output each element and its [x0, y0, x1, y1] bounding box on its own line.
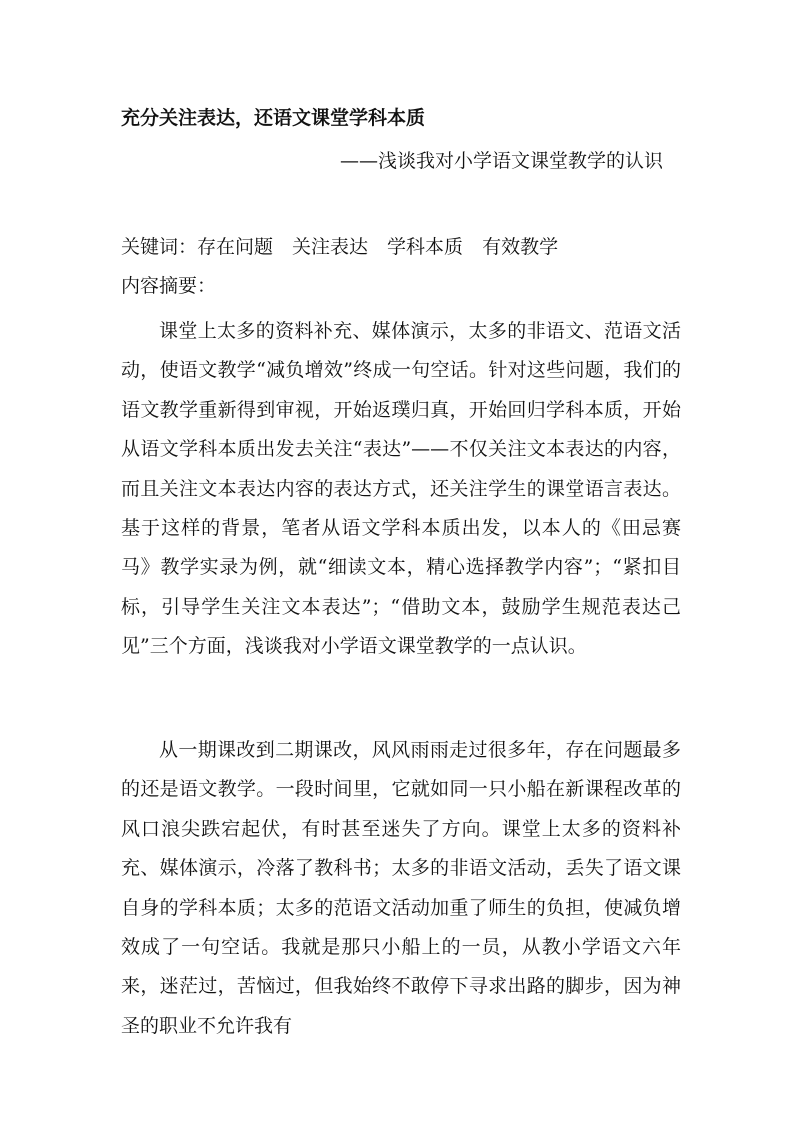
keywords-line — [121, 233, 558, 261]
keyword-term: 关注表达 — [292, 236, 369, 258]
abstract-paragraph: 课堂上太多的资料补充、媒体演示，太多的非语文、范语文活动，使语文教学“减负增效”终成一句空话。针对这些问题，我们的语文教学重新得到审视，开始返璞归真，开始回归学科本质，开始从语文学科本质出发去关注“表达”——不仅关注文本表达的内容，而且关注文本表达内容的表达方式，还关注学生的课堂语言表达。基于这样的背景，笔者从语文学科本质出发，以本人的《田忌赛马》教学实录为例，就“细读文本，精心选择教学内容”；“紧扣目标，引导学生关注文本表达”；“借助文本，鼓励学生规范表达己见”三个方面，浅谈我对小学语文课堂教学的一点认识。 — [121, 320, 681, 658]
keyword-term: 学科本质 — [387, 236, 464, 258]
keywords-label: 关键词： — [121, 236, 198, 258]
document-subtitle: ——浅谈我对小学语文课堂教学的认识 — [340, 150, 664, 172]
abstract-label: 内容摘要： — [121, 275, 217, 297]
document-title: 充分关注表达，还语文课堂学科本质 — [121, 107, 426, 129]
keyword-term: 存在问题 — [197, 236, 274, 258]
keyword-term: 有效教学 — [482, 236, 559, 258]
body-paragraph: 从一期课改到二期课改，风风雨雨走过很多年，存在问题最多的还是语文教学。一段时间里，它就如同一只小船在新课程改革的风口浪尖跌宕起伏，有时甚至迷失了方向。课堂上太多的资料补充、媒体演示，冷落了教科书；太多的非语文活动，丢失了语文课自身的学科本质；太多的范语文活动加重了师生的负担，使减负增效成了一句空话。我就是那只小船上的一员，从教小学语文六年来，迷茫过，苦恼过，但我始终不敢停下寻求出路的脚步，因为神圣的职业不允许我有 — [121, 739, 681, 1037]
